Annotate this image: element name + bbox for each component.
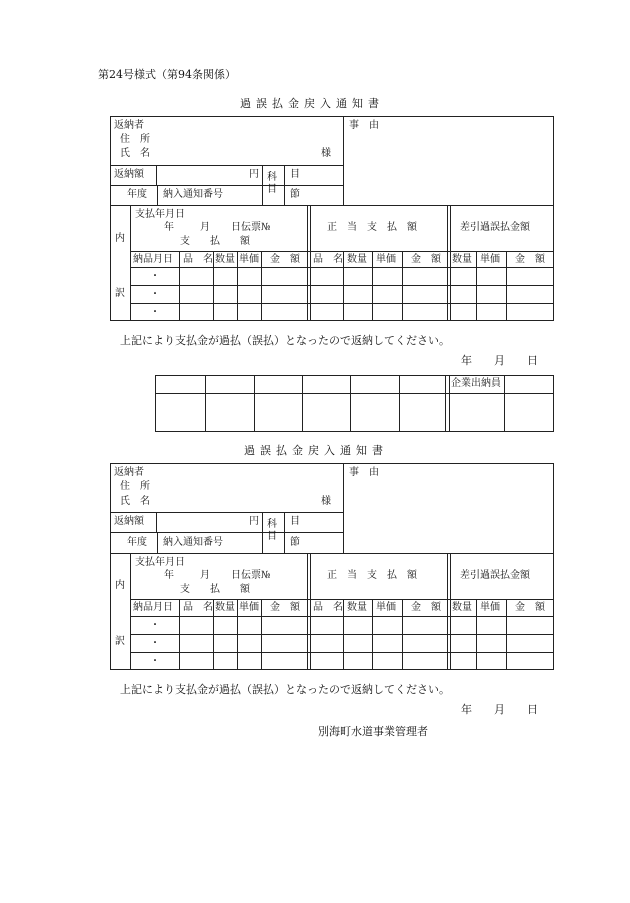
col-header-tanka: 単価 bbox=[376, 602, 396, 613]
col-header-hinmei: 品 名 bbox=[313, 254, 343, 265]
shiharai-gaku-label: 支 払 額 bbox=[180, 584, 250, 595]
slip-2-title: 過誤払金戻入通知書 bbox=[244, 444, 388, 457]
sama-label: 様 bbox=[321, 148, 331, 159]
nen-label: 年 bbox=[164, 222, 174, 233]
jusho-label: 住 所 bbox=[120, 481, 150, 492]
setsu-label: 節 bbox=[290, 537, 300, 548]
henoosha-label: 返納者 bbox=[114, 467, 144, 478]
wake-label: 訳 bbox=[115, 636, 125, 647]
jiyu-label: 事 由 bbox=[349, 120, 379, 131]
col-header-hinmei: 品 名 bbox=[183, 602, 213, 613]
shiharai-gaku-label: 支 払 額 bbox=[180, 236, 250, 247]
col-header-suryo: 数量 bbox=[347, 254, 367, 265]
uchi-label: 内 bbox=[115, 233, 125, 244]
date-label: 年 月 日 bbox=[461, 703, 538, 716]
kamoku-label: 科目 bbox=[267, 519, 277, 542]
nyuno-no-label: 納入通知番号 bbox=[163, 189, 223, 200]
row-dot: ・ bbox=[150, 307, 160, 318]
nyuno-no-label: 納入通知番号 bbox=[163, 537, 223, 548]
form-id: 第24号様式（第94条関係） bbox=[98, 68, 236, 81]
col-header-suryo: 数量 bbox=[452, 254, 472, 265]
col-header-nohin: 納品月日 bbox=[133, 602, 173, 613]
uchi-label: 内 bbox=[115, 580, 125, 591]
hennogaku-label: 返納額 bbox=[114, 169, 144, 180]
notice-text: 上記により支払金が過払（誤払）となったので返納してください。 bbox=[120, 683, 450, 696]
hi-label: 日 bbox=[231, 570, 241, 581]
denpyo-no-label: 伝票№ bbox=[241, 570, 271, 581]
col-header-nohin: 納品月日 bbox=[133, 254, 173, 265]
col-header-tanka: 単価 bbox=[480, 254, 500, 265]
col-header-tanka: 単価 bbox=[480, 602, 500, 613]
sama-label: 様 bbox=[321, 496, 331, 507]
wake-label: 訳 bbox=[115, 288, 125, 299]
en-label: 円 bbox=[249, 169, 259, 180]
col-header-suryo: 数量 bbox=[452, 602, 472, 613]
col-header-suryo: 数量 bbox=[347, 602, 367, 613]
seito-gaku-label: 正 当 支 払 額 bbox=[327, 222, 417, 233]
col-header-hinmei: 品 名 bbox=[313, 602, 343, 613]
nendo-label: 年度 bbox=[127, 189, 147, 200]
col-header-tanka: 単価 bbox=[239, 254, 259, 265]
col-header-hinmei: 品 名 bbox=[183, 254, 213, 265]
hi-label: 日 bbox=[231, 222, 241, 233]
slip-1-title: 過誤払金戻入通知書 bbox=[240, 97, 384, 110]
moku-label: 目 bbox=[290, 516, 300, 527]
tsuki-label: 月 bbox=[200, 222, 210, 233]
henoosha-label: 返納者 bbox=[114, 120, 144, 131]
kamoku-label: 科目 bbox=[267, 172, 277, 195]
approval-label: 企業出納員 bbox=[451, 378, 501, 389]
col-header-kingaku: 金 額 bbox=[411, 254, 441, 265]
row-dot: ・ bbox=[150, 289, 160, 300]
shiharai-ymd-label: 支払年月日 bbox=[135, 557, 185, 568]
date-label: 年 月 日 bbox=[461, 354, 538, 367]
col-header-kingaku: 金 額 bbox=[270, 602, 300, 613]
moku-label: 目 bbox=[290, 169, 300, 180]
setsu-label: 節 bbox=[290, 189, 300, 200]
row-dot: ・ bbox=[150, 620, 160, 631]
jiyu-label: 事 由 bbox=[349, 467, 379, 478]
en-label: 円 bbox=[249, 516, 259, 527]
row-dot: ・ bbox=[150, 656, 160, 667]
row-dot: ・ bbox=[150, 638, 160, 649]
nendo-label: 年度 bbox=[127, 537, 147, 548]
denpyo-no-label: 伝票№ bbox=[241, 222, 271, 233]
col-header-kingaku: 金 額 bbox=[515, 602, 545, 613]
col-header-kingaku: 金 額 bbox=[515, 254, 545, 265]
shimei-label: 氏 名 bbox=[120, 148, 150, 159]
sashihiki-gaku-label: 差引過誤払金額 bbox=[460, 222, 530, 233]
hennogaku-label: 返納額 bbox=[114, 516, 144, 527]
col-header-tanka: 単価 bbox=[376, 254, 396, 265]
nen-label: 年 bbox=[164, 570, 174, 581]
sashihiki-gaku-label: 差引過誤払金額 bbox=[460, 570, 530, 581]
shimei-label: 氏 名 bbox=[120, 496, 150, 507]
row-dot: ・ bbox=[150, 271, 160, 282]
jusho-label: 住 所 bbox=[120, 134, 150, 145]
tsuki-label: 月 bbox=[200, 570, 210, 581]
col-header-kingaku: 金 額 bbox=[270, 254, 300, 265]
col-header-suryo: 数量 bbox=[215, 602, 235, 613]
col-header-suryo: 数量 bbox=[215, 254, 235, 265]
seito-gaku-label: 正 当 支 払 額 bbox=[327, 570, 417, 581]
notice-text: 上記により支払金が過払（誤払）となったので返納してください。 bbox=[120, 334, 450, 347]
col-header-tanka: 単価 bbox=[239, 602, 259, 613]
col-header-kingaku: 金 額 bbox=[411, 602, 441, 613]
shiharai-ymd-label: 支払年月日 bbox=[135, 209, 185, 220]
manager-name: 別海町水道事業管理者 bbox=[318, 725, 428, 738]
